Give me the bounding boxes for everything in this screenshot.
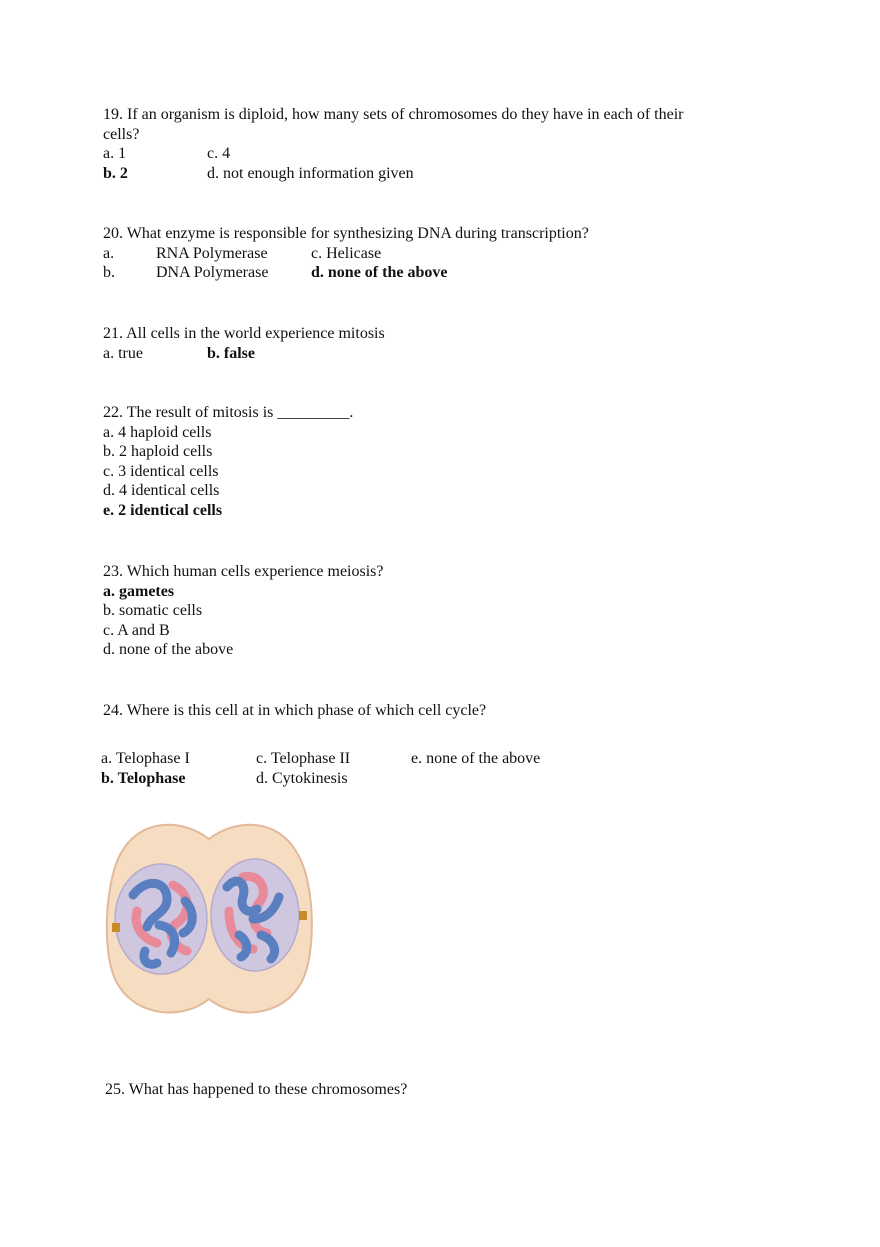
q24-options-row2 — [101, 769, 761, 789]
q24-option-c: c. Telophase II — [256, 750, 351, 767]
q24-option-a: a. Telophase I — [101, 750, 190, 767]
q19-options-row2 — [103, 164, 763, 184]
q22-option-c: c. 3 identical cells — [103, 462, 219, 480]
question-19 — [103, 105, 763, 183]
question-20 — [103, 224, 763, 283]
q22-text: 22. The result of mitosis is _________. — [103, 404, 354, 421]
q19-option-b-answer: b. 2 — [103, 164, 128, 182]
telophase-cell-diagram — [103, 815, 315, 1020]
q22-option-d: d. 4 identical cells — [103, 482, 220, 500]
q20-option-b: DNA Polymerase — [156, 264, 269, 282]
q24-option-e: e. none of the above — [411, 750, 541, 767]
q19-option-a: a. 1 — [103, 145, 127, 163]
q19-option-c: c. 4 — [207, 145, 231, 163]
q20-option-b-letter: b. — [103, 264, 115, 282]
question-25 — [105, 1080, 765, 1100]
q24-option-d: d. Cytokinesis — [256, 769, 348, 787]
q22-option-e-answer: e. 2 identical cells — [103, 501, 223, 519]
q23-option-a-answer: a. gametes — [103, 582, 175, 600]
q23-text: 23. Which human cells experience meiosis? — [103, 563, 384, 580]
centrosome-left — [112, 923, 120, 932]
question-22 — [103, 403, 763, 521]
q21-text: 21. All cells in the world experience mitosis — [103, 325, 385, 342]
q24-options — [101, 749, 761, 788]
q24-text: 24. Where is this cell at in which phase of which cell cycle? — [103, 702, 487, 719]
q19-options-row1 — [103, 144, 763, 164]
q23-option-c: c. A and B — [103, 621, 170, 639]
centrosome-right — [299, 911, 307, 920]
q19-text-line2: cells? — [103, 125, 140, 143]
q20-text: 20. What enzyme is responsible for synthesizing DNA during transcription? — [103, 225, 589, 242]
q19-text-line1: 19. If an organism is diploid, how many sets of chromosomes do they have in each of their — [103, 106, 684, 123]
question-24 — [103, 701, 763, 721]
question-21 — [103, 324, 763, 363]
q21-option-a: a. true — [103, 344, 143, 362]
q25-text: 25. What has happened to these chromosomes? — [105, 1081, 408, 1098]
q20-option-c: c. Helicase — [311, 244, 382, 262]
q23-option-d: d. none of the above — [103, 641, 234, 659]
q19-option-d: d. not enough information given — [207, 164, 414, 182]
q20-options-row1 — [103, 244, 763, 264]
q21-option-b-answer: b. false — [207, 344, 255, 362]
q21-options-row — [103, 344, 763, 364]
q24-options-row1 — [101, 749, 761, 769]
q20-options-row2 — [103, 263, 763, 283]
q22-option-b: b. 2 haploid cells — [103, 443, 213, 461]
q23-option-b: b. somatic cells — [103, 602, 203, 620]
q20-option-a: RNA Polymerase — [156, 244, 268, 262]
question-23 — [103, 562, 763, 660]
q24-option-b-answer: b. Telophase — [101, 769, 186, 787]
q22-option-a: a. 4 haploid cells — [103, 423, 212, 441]
q20-option-a-letter: a. — [103, 244, 115, 262]
q20-option-d-answer: d. none of the above — [311, 264, 448, 282]
